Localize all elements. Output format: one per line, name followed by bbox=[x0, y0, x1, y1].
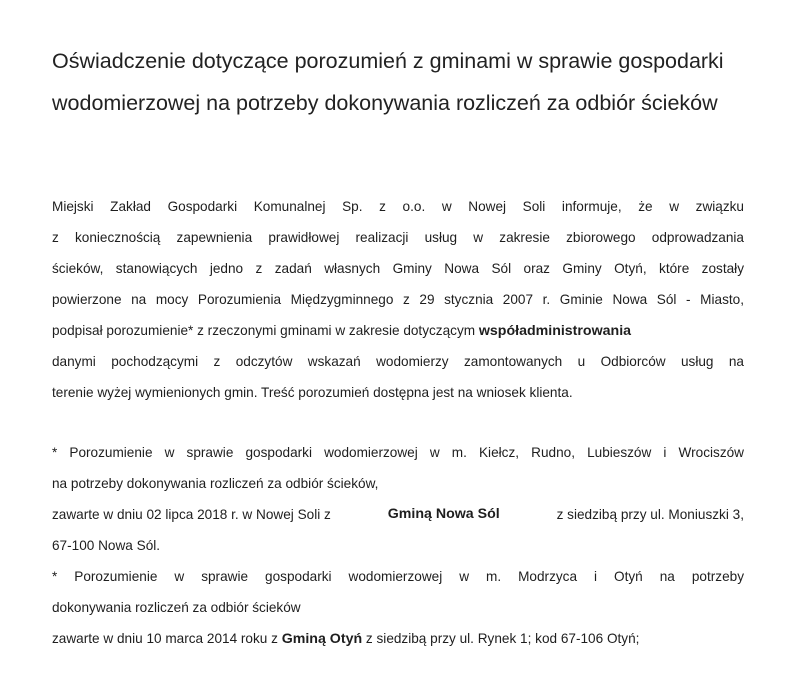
title-line-1: Oświadczenie dotyczące porozumień z gminami w sprawie gospodarki bbox=[52, 49, 724, 73]
footnote-2 bbox=[52, 561, 744, 654]
title-line-2: wodomierzowej na potrzeby dokonywania rozliczeń za odbiór ścieków bbox=[52, 91, 718, 115]
footnote-2-line-3-pre: zawarte w dniu 10 marca 2014 roku z bbox=[52, 631, 278, 646]
intro-line-2: z koniecznością zapewnienia prawidłowej realizacji usług w zakresie zbiorowego odprowadzania bbox=[52, 230, 744, 245]
footnote-1-line-3 bbox=[52, 499, 744, 530]
footnote-2-line-3 bbox=[52, 623, 744, 654]
footnote-1-line-2: na potrzeby dokonywania rozliczeń za odbiór ścieków, bbox=[52, 476, 379, 491]
footnote-1-line-3-pre: zawarte w dniu 02 lipca 2018 r. w Nowej Soli z bbox=[52, 507, 331, 522]
footnote-1-line-1: * Porozumienie w sprawie gospodarki wodomierzowej w m. Kiełcz, Rudno, Lubieszów i Wrociszów bbox=[52, 445, 744, 460]
footnote-2-line-2: dokonywania rozliczeń za odbiór ścieków bbox=[52, 600, 301, 615]
intro-line-5 bbox=[52, 315, 744, 346]
footnote-1-line-4: 67-100 Nowa Sól. bbox=[52, 538, 161, 553]
footnote-2-line-1: * Porozumienie w sprawie gospodarki wodomierzowej w m. Modrzyca i Otyń na potrzeby bbox=[52, 569, 744, 584]
intro-line-1: Miejski Zakład Gospodarki Komunalnej Sp. z o.o. w Nowej Soli informuje, że w związku bbox=[52, 199, 744, 214]
intro-paragraph bbox=[52, 191, 744, 408]
intro-line-7: terenie wyżej wymienionych gmin. Treść porozumień dostępna jest na wniosek klienta. bbox=[52, 385, 573, 400]
bold-gmina-nowa-sol: Gminą Nowa Sól bbox=[387, 506, 500, 522]
footnote-2-line-3-post: z siedzibą przy ul. Rynek 1; kod 67-106 Otyń; bbox=[365, 631, 640, 646]
page-title bbox=[52, 40, 744, 124]
intro-line-3: ścieków, stanowiących jedno z zadań własnych Gminy Nowa Sól oraz Gminy Otyń, które zostały bbox=[52, 261, 744, 276]
intro-line-6: danymi pochodzącymi z odczytów wskazań wodomierzy zamontowanych u Odbiorców usług na bbox=[52, 354, 744, 369]
intro-line-4: powierzone na mocy Porozumienia Międzygminnego z 29 stycznia 2007 r. Gminie Nowa Sól - Miasto, bbox=[52, 292, 744, 307]
footnote-1-line-3-post: z siedzibą przy ul. Moniuszki 3, bbox=[556, 507, 744, 522]
bold-term-wspoladministrowania: współadministrowania bbox=[478, 323, 632, 339]
bold-gmina-otyn: Gminą Otyń bbox=[281, 631, 363, 647]
footnote-1 bbox=[52, 437, 744, 561]
intro-line-5-text: podpisał porozumienie* z rzeczonymi gminami w zakresie dotyczącym bbox=[52, 323, 476, 338]
